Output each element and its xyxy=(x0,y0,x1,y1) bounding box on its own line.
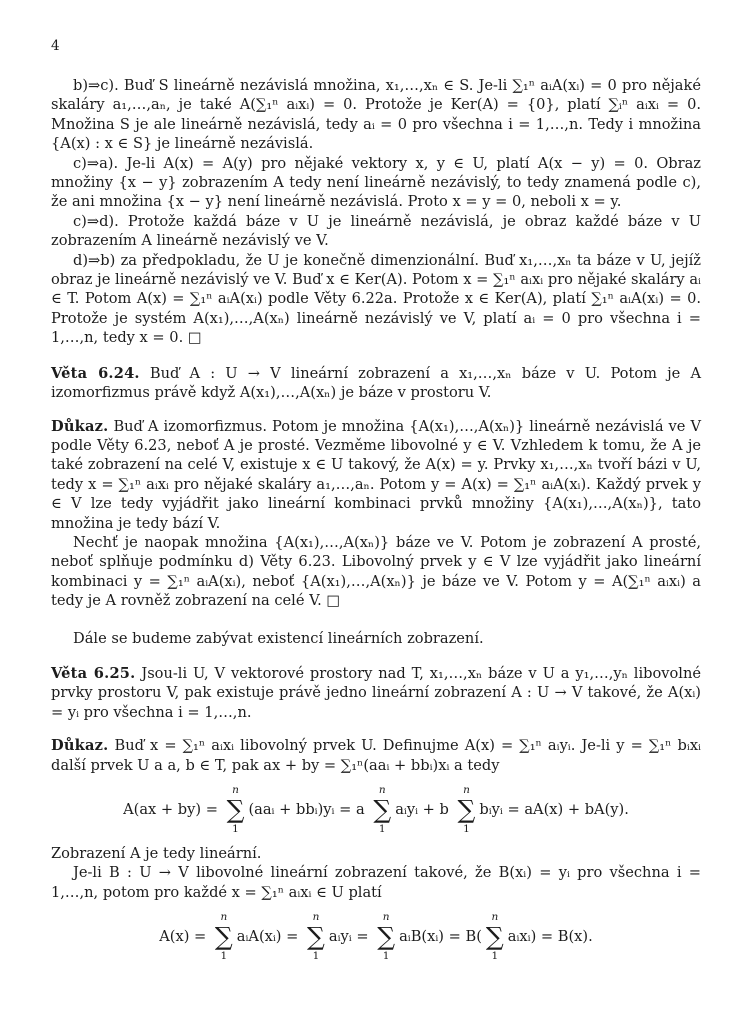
page-number: 4 xyxy=(51,38,60,54)
content xyxy=(51,76,701,971)
sigma-glyph: ∑ xyxy=(307,921,325,951)
theorem-label: Věta 6.24. xyxy=(51,364,140,382)
equation-uniqueness xyxy=(51,912,701,961)
equation-text: A(x) = xyxy=(159,928,211,946)
sum-symbol xyxy=(215,912,233,961)
proof-paragraph xyxy=(51,736,701,775)
equation-text: aᵢA(xᵢ) = xyxy=(236,928,304,946)
paragraph: d)⇒b) za předpokladu, že U je konečně dimenzionální. Buď x₁,…,xₙ ta báze v U, jejíž obraz je lineárně nezávislý ve V. Buď x ∈ Ker(A). Potom x = ∑₁ⁿ aᵢxᵢ pro nějaké skaláry aᵢ ∈ T. Potom A(x) = ∑₁ⁿ aᵢA(xᵢ) podle Věty 6.22a. Protože x ∈ Ker(A), platí ∑₁ⁿ aᵢA(xᵢ) = 0. Protože je systém A(x₁),…,A(xₙ) lineárně nezávislý ve V, platí aᵢ = 0 pro všechna i = 1,…,n, tedy x = 0. □ xyxy=(51,251,701,347)
equation-text: A(ax + by) = xyxy=(123,800,223,818)
sum-lower-limit: 1 xyxy=(382,949,390,962)
sum-lower-limit: 1 xyxy=(312,949,320,962)
sum-upper-limit: n xyxy=(378,784,386,796)
theorem-paragraph xyxy=(51,664,701,722)
equation-text: (aaᵢ + bbᵢ)yᵢ = a xyxy=(248,800,370,818)
sum-symbol xyxy=(486,912,504,961)
equation-text: aᵢxᵢ) = B(x). xyxy=(507,928,593,946)
sigma-glyph: ∑ xyxy=(373,794,392,824)
equation-text: aᵢyᵢ + b xyxy=(395,800,454,818)
sum-symbol xyxy=(227,785,245,834)
sum-lower-limit: 1 xyxy=(491,949,499,962)
sum-symbol xyxy=(458,785,476,834)
sum-upper-limit: n xyxy=(232,784,239,796)
sum-upper-limit: n xyxy=(382,911,390,924)
sigma-glyph: ∑ xyxy=(485,921,504,951)
sum-upper-limit: n xyxy=(491,911,499,924)
sum-upper-limit: n xyxy=(463,784,470,796)
sum-lower-limit: 1 xyxy=(232,822,239,835)
sum-lower-limit: 1 xyxy=(378,822,386,835)
paragraph: c)⇒d). Protože každá báze v U je lineárně nezávislá, je obraz každé báze v U zobrazením A lineárně nezávislý ve V. xyxy=(51,212,701,250)
equation-text: aᵢB(xᵢ) = B( xyxy=(399,928,482,946)
sigma-glyph: ∑ xyxy=(214,921,233,951)
sigma-glyph: ∑ xyxy=(457,794,476,824)
sigma-glyph: ∑ xyxy=(377,921,396,951)
paragraph: Zobrazení A je tedy lineární. xyxy=(51,845,262,862)
proof-label: Důkaz. xyxy=(51,417,109,435)
sum-lower-limit: 1 xyxy=(220,949,228,962)
paragraph: b)⇒c). Buď S lineárně nezávislá množina, x₁,…,xₙ ∈ S. Je-li ∑₁ⁿ aᵢA(xᵢ) = 0 pro nějaké skaláry a₁,…,aₙ, je také A(∑₁ⁿ aᵢxᵢ) = 0. Protože je Ker(A) = {0}, platí ∑ᵢⁿ aᵢxᵢ = 0. Množina S je ale lineárně nezávislá, tedy aᵢ = 0 pro všechna i = 1,…,n. Tedy i množina {A(x) : x ∈ S} je lineárně nezávislá. xyxy=(51,77,701,153)
sum-symbol xyxy=(377,912,395,961)
paragraph: Nechť je naopak množina {A(x₁),…,A(xₙ)} báze ve V. Potom je zobrazení A prosté, neboť splňuje podmínku d) Věty 6.23. Libovolný prvek y ∈ V lze vyjádřit jako lineární kombinaci y = ∑₁ⁿ aᵢA(xᵢ), neboť {A(x₁),…,A(xₙ)} je báze ve V. Potom y = A(∑₁ⁿ aᵢxᵢ) a tedy je A rovněž zobrazení na celé V. □ xyxy=(51,533,701,610)
paragraph: Je-li B : U → V libovolné lineární zobrazení takové, že B(xᵢ) = yᵢ pro všechna i = 1,…,n, potom pro každé x = ∑₁ⁿ aᵢxᵢ ∈ U platí xyxy=(51,864,701,901)
equation-text: aᵢyᵢ = xyxy=(328,928,374,946)
proof-text: Buď x = ∑₁ⁿ aᵢxᵢ libovolný prvek U. Definujme A(x) = ∑₁ⁿ aᵢyᵢ. Je-li y = ∑₁ⁿ bᵢxᵢ další prvek U a a, b ∈ T, pak ax + by = ∑₁ⁿ(aaᵢ + bbᵢ)xᵢ a tedy xyxy=(51,737,701,774)
paragraph: c)⇒a). Je-li A(x) = A(y) pro nějaké vektory x, y ∈ U, platí A(x − y) = 0. Obraz množiny {x − y} zobrazením A tedy není lineárně nezávislý, to tedy znamená podle c), že ani množina {x − y} není lineárně nezávislá. Proto x = y = 0, neboli x = y. xyxy=(51,154,701,211)
sum-symbol xyxy=(307,912,325,961)
theorem-text: Jsou-li U, V vektorové prostory nad T, x₁,…,xₙ báze v U a y₁,…,yₙ libovolné prvky prostoru V, pak existuje právě jedno lineární zobrazení A : U → V takové, že A(xᵢ) = yᵢ pro všechna i = 1,…,n. xyxy=(51,664,701,721)
equation-linearity xyxy=(51,785,701,834)
sigma-glyph: ∑ xyxy=(226,794,245,824)
proof-paragraph xyxy=(51,417,701,533)
proof-label: Důkaz. xyxy=(51,737,109,755)
theorem-label: Věta 6.25. xyxy=(51,664,136,682)
sum-upper-limit: n xyxy=(312,911,320,924)
sum-lower-limit: 1 xyxy=(463,822,470,835)
theorem-text: Buď A : U → V lineární zobrazení a x₁,…,xₙ báze v U. Potom je A izomorfizmus právě když A(x₁),…,A(xₙ) je báze v prostoru V. xyxy=(51,364,701,402)
proof-text: Buď A izomorfizmus. Potom je množina {A(x₁),…,A(xₙ)} lineárně nezávislá ve V podle Věty 6.23, neboť A je prosté. Vezměme libovolné y ∈ V. Vzhledem k tomu, že A je také zobrazení na celé V, existuje x ∈ U takový, že A(x) = y. Prvky x₁,…,xₙ tvoří bázi v U, tedy x = ∑₁ⁿ aᵢxᵢ pro nějaké skaláry a₁,…,aₙ. Potom y = A(x) = ∑₁ⁿ aᵢA(xᵢ). Každý prvek y ∈ V lze tedy vyjádřit jako lineární kombinaci prvků množiny {A(x₁),…,A(xₙ)}, tato množina je tedy bází V. xyxy=(51,417,702,532)
theorem-paragraph xyxy=(51,364,701,403)
sum-symbol xyxy=(373,785,391,834)
equation-text: bᵢyᵢ = aA(x) + bA(y). xyxy=(479,800,629,818)
sum-upper-limit: n xyxy=(220,911,228,924)
paragraph: Dále se budeme zabývat existencí lineárních zobrazení. xyxy=(73,629,484,647)
